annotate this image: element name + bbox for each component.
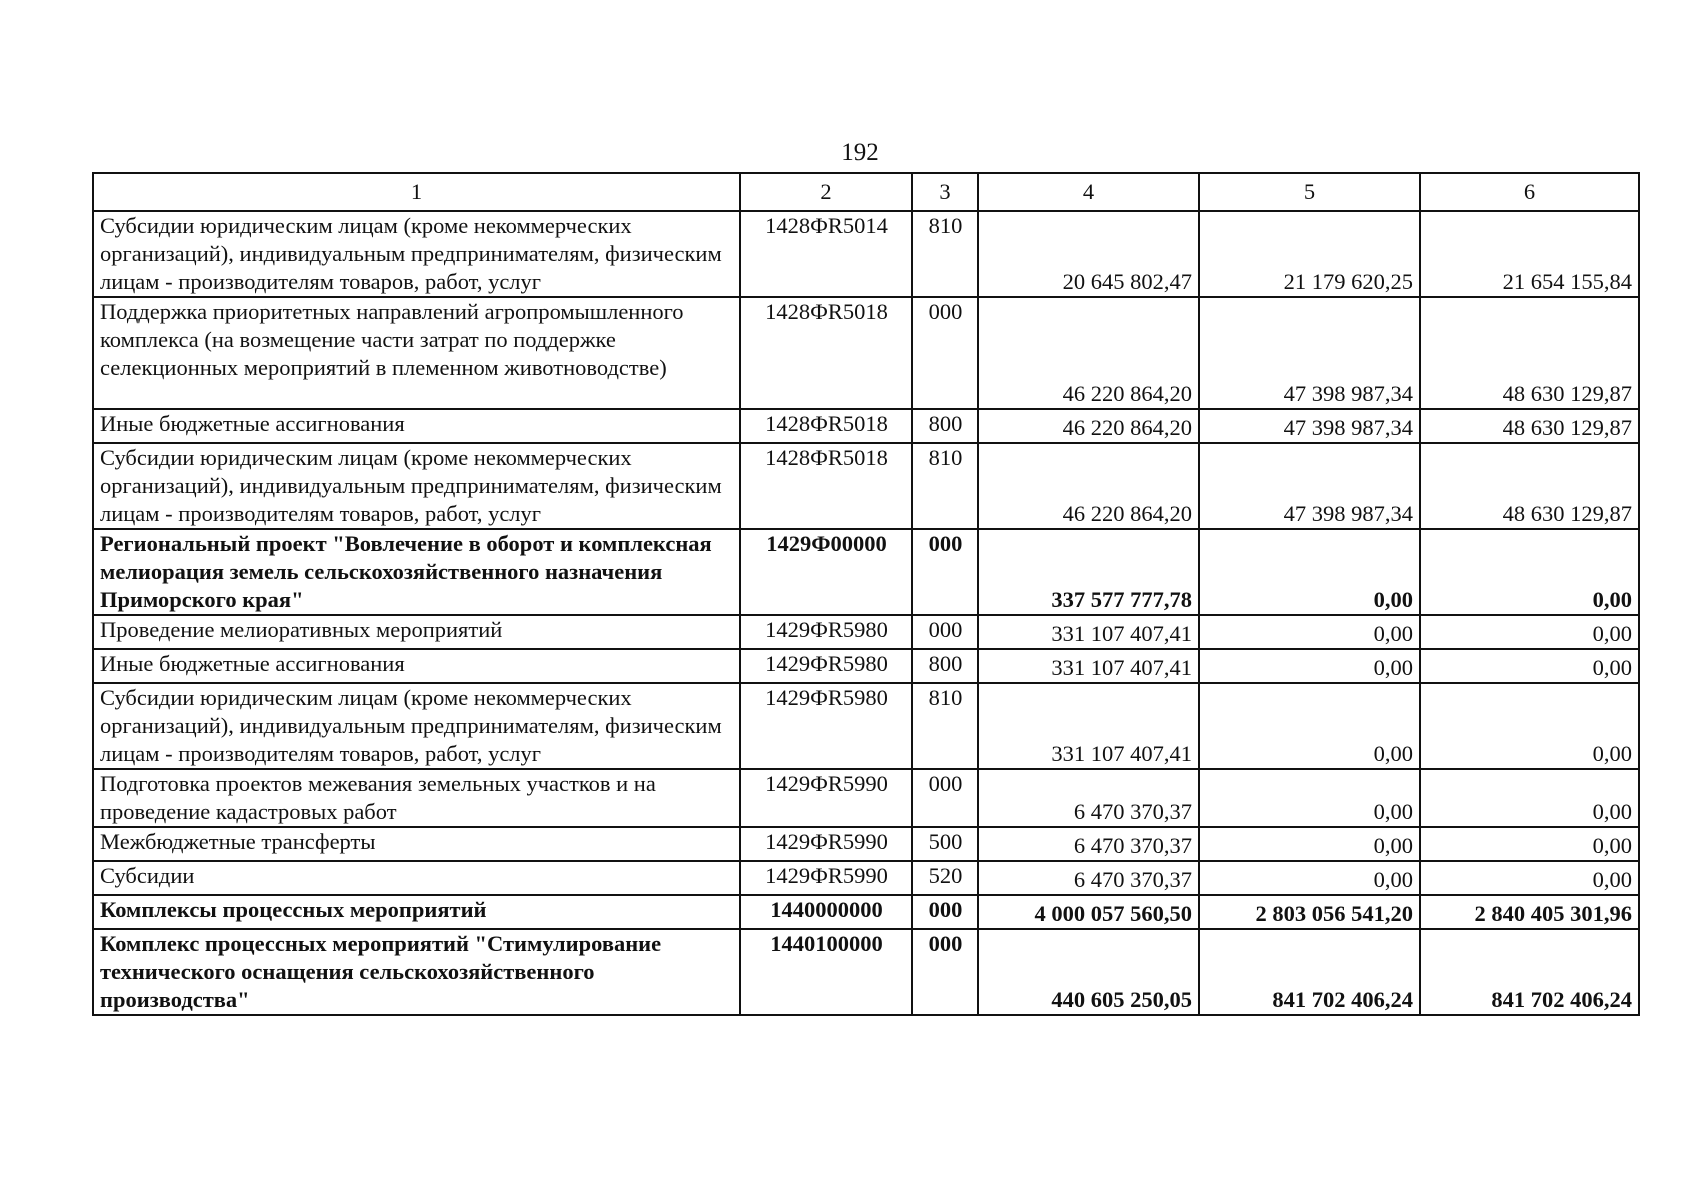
column-header: 2: [740, 173, 912, 211]
row-value-6: 48 630 129,87: [1420, 443, 1639, 529]
row-code: 1440000000: [740, 895, 912, 929]
row-value-4: 46 220 864,20: [978, 409, 1199, 443]
table-row: [93, 929, 1639, 1015]
table-row: [93, 895, 1639, 929]
row-code: 1429ФR5990: [740, 827, 912, 861]
row-value-4: 46 220 864,20: [978, 297, 1199, 409]
row-code: 1428ФR5018: [740, 297, 912, 409]
column-header: 3: [912, 173, 978, 211]
row-value-5: 47 398 987,34: [1199, 443, 1420, 529]
row-value-5: 0,00: [1199, 649, 1420, 683]
row-value-5: 47 398 987,34: [1199, 409, 1420, 443]
table-row: [93, 443, 1639, 529]
row-code: 1429ФR5990: [740, 769, 912, 827]
row-vr: 810: [912, 443, 978, 529]
row-value-4: 6 470 370,37: [978, 861, 1199, 895]
row-value-4: 337 577 777,78: [978, 529, 1199, 615]
row-name: Субсидии юридическим лицам (кроме некоммерческих организаций), индивидуальным предпринимателям, физическим лицам - производителям товаров, работ, услуг: [93, 211, 740, 297]
column-header: 1: [93, 173, 740, 211]
row-value-6: 0,00: [1420, 683, 1639, 769]
row-value-6: 0,00: [1420, 861, 1639, 895]
row-vr: 520: [912, 861, 978, 895]
row-code: 1428ФR5018: [740, 443, 912, 529]
row-code: 1428ФR5018: [740, 409, 912, 443]
table-row: [93, 297, 1639, 409]
row-name: Региональный проект "Вовлечение в оборот и комплексная мелиорация земель сельскохозяйственного назначения Приморского края": [93, 529, 740, 615]
row-value-4: 4 000 057 560,50: [978, 895, 1199, 929]
row-value-6: 0,00: [1420, 769, 1639, 827]
table-row: [93, 409, 1639, 443]
table-row: [93, 683, 1639, 769]
table-row: [93, 211, 1639, 297]
row-value-5: 0,00: [1199, 529, 1420, 615]
header-row: [93, 173, 1639, 211]
column-header: 5: [1199, 173, 1420, 211]
row-value-4: 331 107 407,41: [978, 649, 1199, 683]
row-value-6: 0,00: [1420, 615, 1639, 649]
row-name: Иные бюджетные ассигнования: [93, 409, 740, 443]
row-value-5: 0,00: [1199, 827, 1420, 861]
row-code: 1440100000: [740, 929, 912, 1015]
row-value-4: 46 220 864,20: [978, 443, 1199, 529]
budget-table: [92, 172, 1640, 1016]
row-vr: 800: [912, 409, 978, 443]
row-value-6: 841 702 406,24: [1420, 929, 1639, 1015]
row-value-5: 841 702 406,24: [1199, 929, 1420, 1015]
row-name: Поддержка приоритетных направлений агропромышленного комплекса (на возмещение части затрат по поддержке селекционных мероприятий в племенном животноводстве): [93, 297, 740, 409]
row-value-6: 0,00: [1420, 529, 1639, 615]
row-vr: 810: [912, 683, 978, 769]
row-value-5: 0,00: [1199, 861, 1420, 895]
row-name: Субсидии юридическим лицам (кроме некоммерческих организаций), индивидуальным предпринимателям, физическим лицам - производителям товаров, работ, услуг: [93, 443, 740, 529]
row-value-4: 20 645 802,47: [978, 211, 1199, 297]
row-code: 1428ФR5014: [740, 211, 912, 297]
row-name: Иные бюджетные ассигнования: [93, 649, 740, 683]
row-name: Субсидии юридическим лицам (кроме некоммерческих организаций), индивидуальным предпринимателям, физическим лицам - производителям товаров, работ, услуг: [93, 683, 740, 769]
row-value-5: 21 179 620,25: [1199, 211, 1420, 297]
row-vr: 800: [912, 649, 978, 683]
row-value-4: 6 470 370,37: [978, 827, 1199, 861]
table-row: [93, 827, 1639, 861]
table-row: [93, 861, 1639, 895]
column-header: 4: [978, 173, 1199, 211]
row-value-4: 6 470 370,37: [978, 769, 1199, 827]
row-vr: 000: [912, 529, 978, 615]
row-value-5: 2 803 056 541,20: [1199, 895, 1420, 929]
column-header: 6: [1420, 173, 1639, 211]
row-vr: 810: [912, 211, 978, 297]
row-value-6: 0,00: [1420, 827, 1639, 861]
table-row: [93, 529, 1639, 615]
row-vr: 000: [912, 615, 978, 649]
row-value-5: 0,00: [1199, 683, 1420, 769]
row-name: Комплекс процессных мероприятий "Стимулирование технического оснащения сельскохозяйственного производства": [93, 929, 740, 1015]
row-vr: 000: [912, 769, 978, 827]
row-vr: 000: [912, 297, 978, 409]
page-number: 192: [841, 139, 879, 166]
row-value-5: 0,00: [1199, 615, 1420, 649]
row-code: 1429ФR5980: [740, 615, 912, 649]
row-value-4: 331 107 407,41: [978, 683, 1199, 769]
row-name: Субсидии: [93, 861, 740, 895]
row-value-6: 0,00: [1420, 649, 1639, 683]
row-vr: 500: [912, 827, 978, 861]
row-value-6: 48 630 129,87: [1420, 297, 1639, 409]
row-value-4: 331 107 407,41: [978, 615, 1199, 649]
table-row: [93, 615, 1639, 649]
row-name: Подготовка проектов межевания земельных участков и на проведение кадастровых работ: [93, 769, 740, 827]
row-name: Межбюджетные трансферты: [93, 827, 740, 861]
row-code: 1429ФR5990: [740, 861, 912, 895]
row-name: Комплексы процессных мероприятий: [93, 895, 740, 929]
row-code: 1429ФR5980: [740, 683, 912, 769]
table-row: [93, 649, 1639, 683]
row-value-6: 2 840 405 301,96: [1420, 895, 1639, 929]
row-code: 1429ФR5980: [740, 649, 912, 683]
row-vr: 000: [912, 895, 978, 929]
row-vr: 000: [912, 929, 978, 1015]
row-value-5: 0,00: [1199, 769, 1420, 827]
table-row: [93, 769, 1639, 827]
row-value-5: 47 398 987,34: [1199, 297, 1420, 409]
row-value-4: 440 605 250,05: [978, 929, 1199, 1015]
row-code: 1429Ф00000: [740, 529, 912, 615]
row-value-6: 48 630 129,87: [1420, 409, 1639, 443]
row-name: Проведение мелиоративных мероприятий: [93, 615, 740, 649]
row-value-6: 21 654 155,84: [1420, 211, 1639, 297]
